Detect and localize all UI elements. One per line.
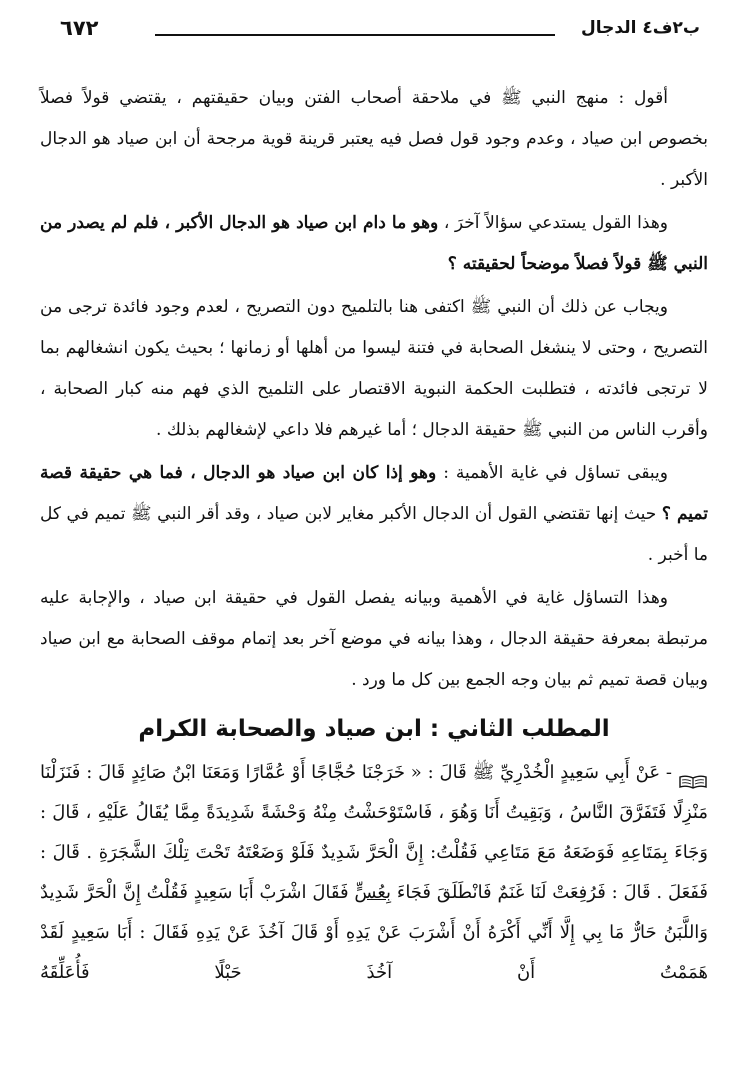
page-body xyxy=(40,78,708,993)
paragraph-4-tail: حيث إنها تقتضي القول أن الدجال الأكبر مغاير لابن صياد ، وقد أقر النبي ﷺ تميم في كل ما أخبر . xyxy=(40,504,708,565)
hadith-text-before: - عَنْ أَبِي سَعِيدٍ الْخُدْرِيِّ ﷺ قَالَ : « خَرَجْنَا حُجَّاجًا أَوْ عُمَّارًا وَمَعَنَا ابْنُ صَائِدٍ قَالَ : فَنَزَلْنَا مَنْزِلًا فَتَفَرَّقَ النَّاسُ ، وَبَقِيتُ أَنَا وَهُوَ ، فَاسْتَوْحَشْتُ مِنْهُ وَحْشَةً شَدِيدَةً مِمَّا يُقَالُ عَلَيْهِ ، قَالَ : وَجَاءَ بِمَتَاعِهِ فَوَضَعَهُ مَعَ مَتَاعِي فَقُلْتُ: إِنَّ الْحَرَّ شَدِيدٌ فَلَوْ وَضَعْتَهُ تَحْتَ تِلْكَ الشَّجَرَةِ . قَالَ : فَفَعَلَ . قَالَ : فَرُفِعَتْ لَنَا غَنَمٌ فَانْطَلَقَ فَجَاءَ xyxy=(40,762,708,903)
paragraph-2 xyxy=(40,203,708,285)
running-head: ب٢ف٤ الدجال xyxy=(581,18,700,38)
header-rule xyxy=(155,34,555,36)
paragraph-5 xyxy=(40,578,708,701)
paragraph-4 xyxy=(40,453,708,576)
paragraph-2-lead: وهذا القول يستدعي سؤالاً آخرَ ، xyxy=(438,213,668,233)
hadith-text xyxy=(40,753,708,993)
paragraph-3 xyxy=(40,287,708,451)
paragraph-1-text: أقول : منهج النبي ﷺ في ملاحقة أصحاب الفتن وبيان حقيقتهم ، يقتضي قولاً فصلاً بخصوص ابن صياد ، وعدم وجود قول فصل فيه يعتبر قرينة قوية مرجحة أن ابن صياد هو الدجال الأكبر . xyxy=(40,88,708,190)
hadith-underlined-word: بِعُسٍّ xyxy=(354,882,392,903)
paragraph-4-lead: ويبقى تساؤل في غاية الأهمية : xyxy=(436,463,668,483)
book-icon xyxy=(678,765,708,781)
section-title: المطلب الثاني : ابن صياد والصحابة الكرام xyxy=(138,716,610,742)
page-header xyxy=(60,14,700,54)
paragraph-5-text: وهذا التساؤل غاية في الأهمية وبيانه يفصل القول في حقيقة ابن صياد ، والإجابة عليه مرتبطة بمعرفة حقيقة الدجال ، وهذا بيانه في موضع آخر بعد إتمام موقف الصحابة مع ابن صياد وبيان قصة تميم ثم بيان وجه الجمع بين كل ما ورد . xyxy=(40,588,708,690)
paragraph-4-bold-question: وهو إذا كان ابن صياد هو الدجال ، فما هي حقيقة قصة تميم ؟ xyxy=(40,463,708,524)
hadith-text-after: فَقَالَ اشْرَبْ أَبَا سَعِيدٍ فَقُلْتُ إِنَّ الْحَرَّ شَدِيدٌ وَاللَّبَنُ حَارٌّ مَا بِي إِلَّا أَنِّي أَكْرَهُ أَنْ أَشْرَبَ عَنْ يَدِهِ أَوْ قَالَ آخُذَ عَنْ يَدِهِ فَقَالَ : أَبَا سَعِيدٍ لَقَدْ هَمَمْتُ أَنْ آخُذَ حَبْلًا فَأُعَلِّقَهُ xyxy=(40,882,708,983)
page-number: ٦٧٢ xyxy=(60,16,99,40)
paragraph-1 xyxy=(40,78,708,201)
paragraph-3-text: ويجاب عن ذلك أن النبي ﷺ اكتفى هنا بالتلميح دون التصريح ، لعدم وجود فائدة ترجى من التصريح ، وحتى لا ينشغل الصحابة في فتنة ليسوا من أهلها أو زمانها ؛ بحيث يكون انشغالهم بما لا ترتجى فائدته ، فتطلبت الحكمة النبوية الاقتصار على التلميح الذي فهم منه كبار الصحابة ، وأقرب الناس من النبي ﷺ حقيقة الدجال ؛ أما غيرهم فلا داعي لإشغالهم بذلك . xyxy=(40,297,708,440)
paragraph-2-bold-question: وهو ما دام ابن صياد هو الدجال الأكبر ، فلم لم يصدر من النبي ﷺ قولاً فصلاً موضحاً لحقيقته ؟ xyxy=(40,213,708,274)
